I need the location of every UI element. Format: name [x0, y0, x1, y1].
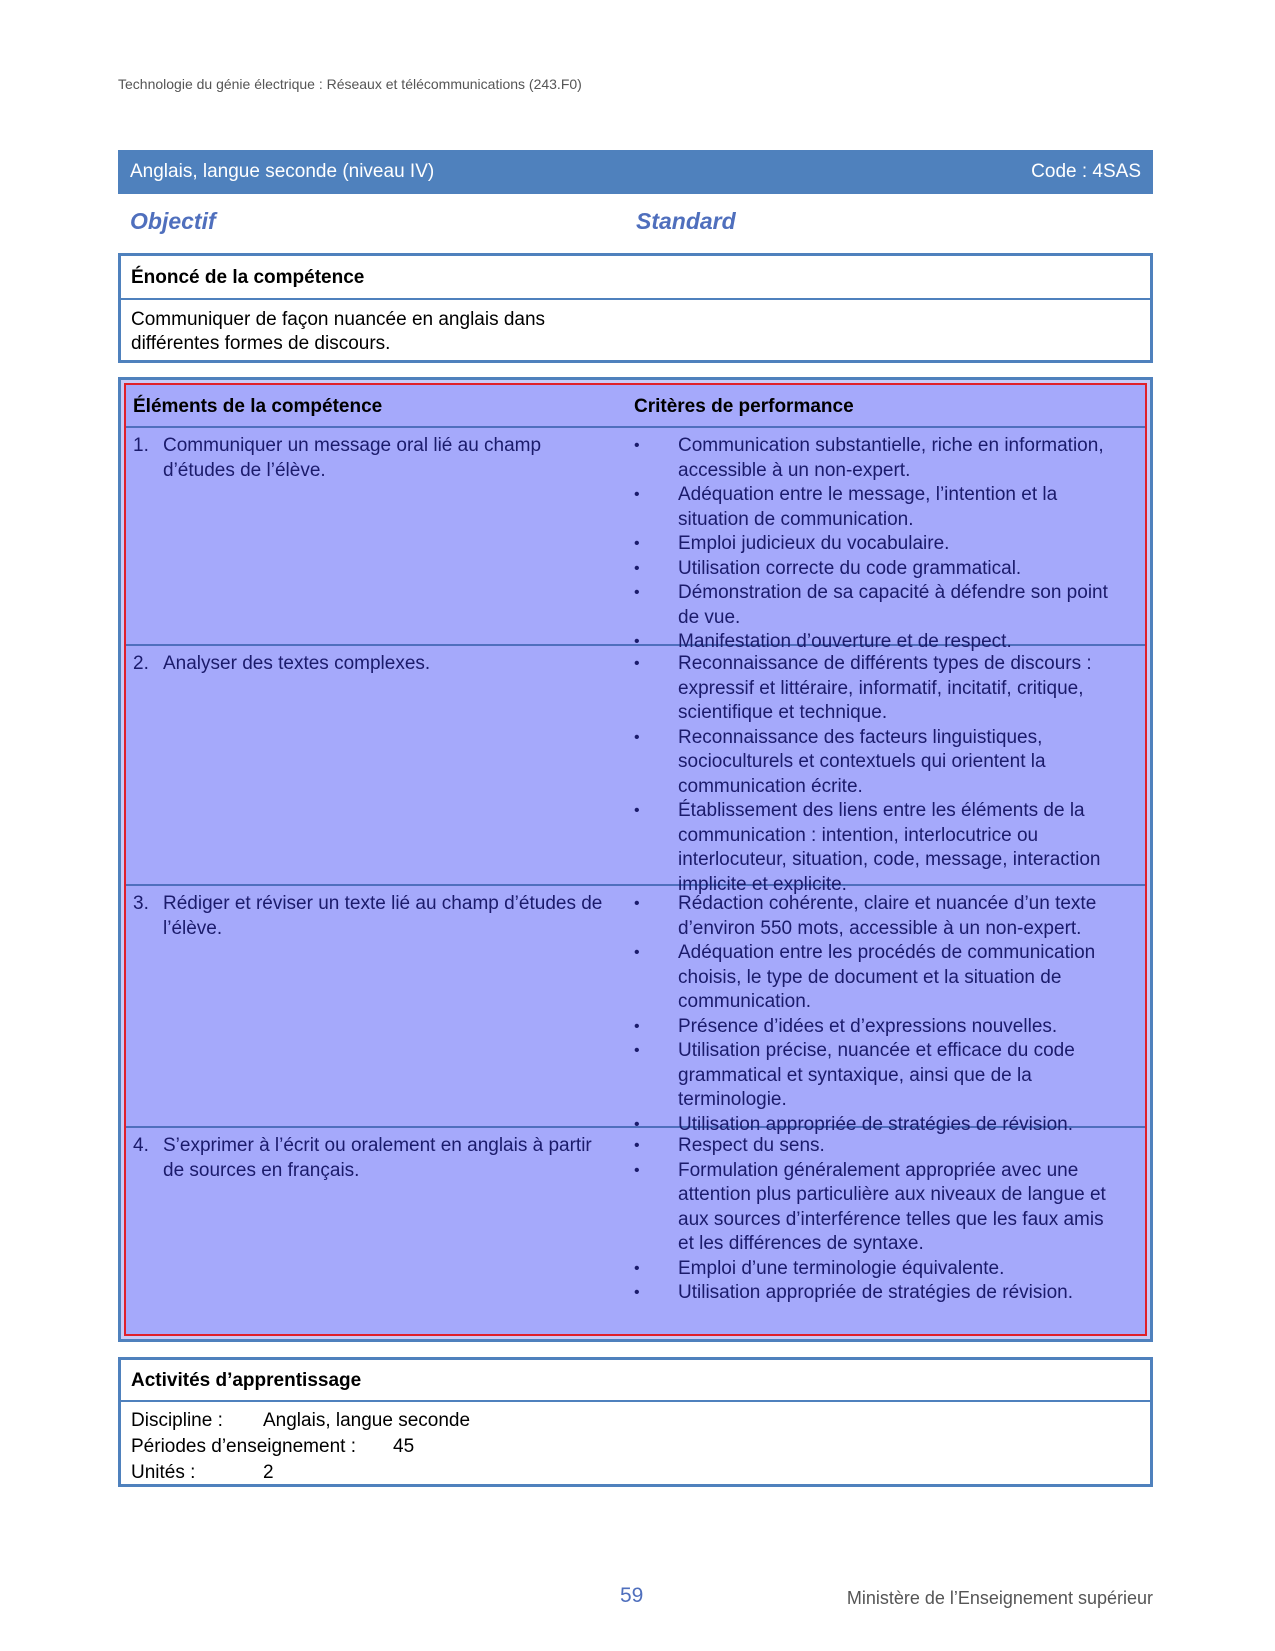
- bullet-icon: •: [634, 728, 640, 746]
- bullet-icon: •: [634, 1161, 640, 1179]
- course-title: Anglais, langue seconde (niveau IV): [130, 161, 435, 182]
- unites-value: 2: [263, 1462, 274, 1483]
- bullet-icon: •: [634, 1259, 640, 1277]
- table-row: [126, 646, 1145, 895]
- criterion-text: Adéquation entre les procédés de communication choisis, le type de document et la situation de communication.: [678, 942, 1096, 1012]
- criterion-item: [634, 892, 1124, 941]
- running-header: Technologie du génie électrique : Réseaux et télécommunications (243.F0): [118, 76, 582, 92]
- criterion-text: Utilisation précise, nuancée et efficace du code grammatical et syntaxique, ainsi que de la terminologie.: [678, 1040, 1075, 1110]
- criterion-item: [634, 1134, 1124, 1159]
- col-criteria-heading: Critères de performance: [634, 396, 854, 417]
- bullet-icon: •: [634, 437, 640, 454]
- bullet-icon: •: [634, 559, 640, 577]
- criteria-list: [634, 892, 1124, 1137]
- criterion-text: Utilisation appropriée de stratégies de révision.: [678, 1282, 1073, 1303]
- criteria-list: [634, 434, 1124, 655]
- periodes-label: Périodes d’enseignement :: [131, 1436, 356, 1457]
- criterion-text: Manifestation d’ouverture et de respect.: [678, 631, 1012, 652]
- enonce-heading: Énoncé de la compétence: [121, 256, 1150, 300]
- activites-heading: Activités d’apprentissage: [121, 1360, 1150, 1402]
- periodes-line: [131, 1434, 1140, 1460]
- course-title-bar: [118, 150, 1153, 194]
- criterion-text: Reconnaissance de différents types de discours : expressif et littéraire, informatif, incitatif, critique, scientifique et technique.: [678, 653, 1092, 723]
- criterion-item: [634, 581, 1124, 630]
- element-text: Communiquer un message oral lié au champ d’études de l’élève.: [163, 435, 542, 481]
- periodes-value: 45: [393, 1436, 415, 1457]
- discipline-label: Discipline :: [131, 1410, 223, 1431]
- element-text: S’exprimer à l’écrit ou oralement en anglais à partir de sources en français.: [163, 1135, 592, 1181]
- criterion-item: [634, 726, 1124, 800]
- table-row: [126, 886, 1145, 1135]
- objectif-heading: Objectif: [130, 208, 216, 234]
- criterion-text: Reconnaissance des facteurs linguistiques, socioculturels et contextuels qui orientent la communication écrite.: [678, 726, 1046, 797]
- criterion-item: [634, 557, 1124, 582]
- elements-table-inner: [124, 383, 1147, 1336]
- bullet-icon: •: [634, 944, 640, 961]
- bullet-icon: •: [634, 802, 640, 819]
- element-cell: [133, 434, 603, 483]
- criterion-text: Emploi judicieux du vocabulaire.: [678, 533, 950, 554]
- element-cell: [133, 892, 603, 941]
- criterion-text: Adéquation entre le message, l’intention et la situation de communication.: [678, 484, 1058, 530]
- col-elements-heading: Éléments de la compétence: [133, 396, 383, 417]
- bullet-icon: •: [634, 584, 640, 601]
- bullet-icon: •: [634, 1284, 640, 1301]
- element-cell: [133, 1134, 603, 1183]
- criterion-item: [634, 652, 1124, 726]
- criterion-text: Utilisation correcte du code grammatical.: [678, 557, 1022, 579]
- element-number: 2.: [133, 653, 149, 674]
- criterion-item: [634, 799, 1124, 897]
- criterion-text: Démonstration de sa capacité à défendre son point de vue.: [678, 582, 1108, 628]
- table-row: [126, 1128, 1145, 1335]
- criterion-item: [634, 1281, 1124, 1306]
- criterion-item: [634, 941, 1124, 1015]
- bullet-icon: •: [634, 1042, 640, 1059]
- discipline-value: Anglais, langue seconde: [263, 1410, 471, 1431]
- unites-line: [131, 1460, 1140, 1486]
- criterion-item: [634, 1159, 1124, 1257]
- criterion-text: Établissement des liens entre les éléments de la communication : intention, interlocutrice ou interlocuteur, situation, code, message, interaction implicite et explicite.: [678, 800, 1101, 895]
- page-number: 59: [620, 1584, 644, 1607]
- bullet-icon: •: [634, 655, 640, 672]
- footer-ministry: Ministère de l’Enseignement supérieur: [846, 1588, 1153, 1608]
- criterion-text: Emploi d’une terminologie équivalente.: [678, 1257, 1005, 1279]
- criterion-item: [634, 532, 1124, 557]
- activites-box: [118, 1357, 1153, 1487]
- enonce-box: [118, 253, 1153, 363]
- bullet-icon: •: [634, 1137, 640, 1154]
- criterion-item: [634, 1015, 1124, 1040]
- criterion-text: Rédaction cohérente, claire et nuancée d’un texte d’environ 550 mots, accessible à un non-expert.: [678, 893, 1097, 939]
- section-headings: [130, 208, 1140, 240]
- standard-heading: Standard: [636, 208, 736, 234]
- criteria-list: [634, 652, 1124, 897]
- criterion-text: Communication substantielle, riche en information, accessible à un non-expert.: [678, 435, 1104, 481]
- criterion-text: Respect du sens.: [678, 1135, 825, 1156]
- element-cell: [133, 652, 603, 677]
- element-text: Analyser des textes complexes.: [163, 653, 431, 674]
- elements-table-header: [126, 385, 1145, 428]
- bullet-icon: •: [634, 1115, 640, 1133]
- element-number: 1.: [133, 435, 149, 456]
- activites-body: [121, 1402, 1150, 1492]
- criterion-item: [634, 1039, 1124, 1113]
- unites-label: Unités :: [131, 1462, 196, 1483]
- bullet-icon: •: [634, 633, 640, 650]
- elements-table: [118, 377, 1153, 1342]
- enonce-text: Communiquer de façon nuancée en anglais dans différentes formes de discours.: [131, 309, 546, 354]
- course-code: Code : 4SAS: [1031, 161, 1141, 182]
- element-number: 4.: [133, 1135, 149, 1156]
- bullet-icon: •: [634, 895, 640, 912]
- element-number: 3.: [133, 893, 149, 914]
- criterion-item: [634, 483, 1124, 532]
- criterion-text: Utilisation appropriée de stratégies de révision.: [678, 1113, 1073, 1135]
- criterion-item: [634, 1257, 1124, 1282]
- bullet-icon: •: [634, 535, 640, 552]
- bullet-icon: •: [634, 486, 640, 503]
- table-row: [126, 428, 1145, 652]
- bullet-icon: •: [634, 1017, 640, 1035]
- element-text: Rédiger et réviser un texte lié au champ d’études de l’élève.: [163, 893, 603, 939]
- criterion-text: Formulation généralement appropriée avec une attention plus particulière aux niveaux de langue et aux sources d’interférence telles que les faux amis et les différences de syntaxe.: [678, 1159, 1106, 1254]
- criteria-list: [634, 1134, 1124, 1306]
- criterion-text: Présence d’idées et d’expressions nouvelles.: [678, 1015, 1058, 1037]
- discipline-line: [131, 1408, 1140, 1434]
- criterion-item: [634, 434, 1124, 483]
